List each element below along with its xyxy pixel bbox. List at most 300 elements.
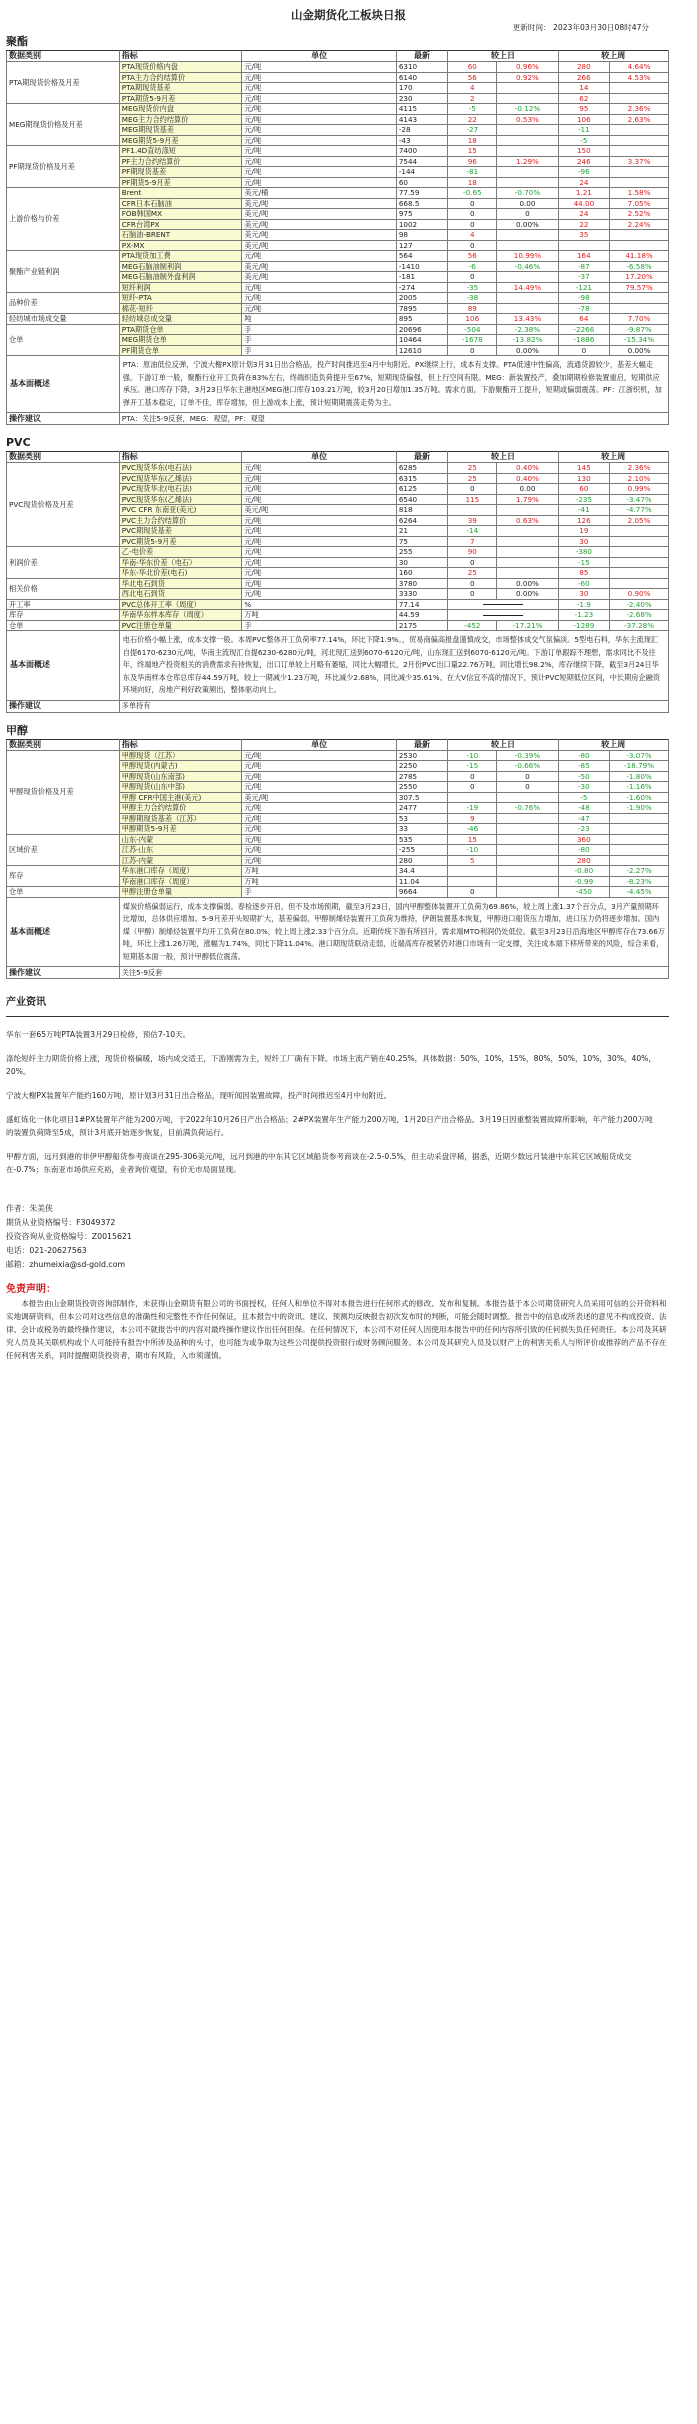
latest-cell: 77.14 xyxy=(396,599,447,610)
week-pct-cell xyxy=(610,568,669,579)
week-pct-cell: 1.58% xyxy=(610,188,669,199)
industry-news-item: 宁波大榭PX装置年产能约160万吨，原计划3月31日出合格品，现听闻因装置故障，投产时间推迟至4月中旬附近。 xyxy=(6,1091,392,1100)
summary-label: 基本面概述 xyxy=(7,897,120,967)
week-pct-cell xyxy=(610,167,669,178)
latest-cell: 44.59 xyxy=(396,610,447,621)
day-change-cell: 25 xyxy=(448,473,497,484)
week-pct-cell xyxy=(610,845,669,856)
day-change-cell xyxy=(448,866,497,877)
unit-cell: 元/吨 xyxy=(242,83,396,94)
week-pct-cell: 0.00% xyxy=(610,345,669,356)
summary-row xyxy=(7,897,669,967)
category-cell: 仓单 xyxy=(7,324,120,356)
category-cell: 开工率 xyxy=(7,599,120,610)
week-change-cell: -48 xyxy=(558,803,609,814)
week-pct-cell xyxy=(610,293,669,304)
latest-cell: 895 xyxy=(396,314,447,325)
week-change-cell: -1.23 xyxy=(558,610,609,621)
week-pct-cell: -1.80% xyxy=(610,771,669,782)
day-pct-cell xyxy=(497,505,558,516)
unit-cell: 元/吨 xyxy=(242,824,396,835)
unit-cell: 美元/吨 xyxy=(242,219,396,230)
day-change-cell: 56 xyxy=(448,251,497,262)
day-pct-cell: 14.49% xyxy=(497,282,558,293)
operation-text: 关注5-9反套 xyxy=(119,967,668,979)
unit-cell: 元/吨 xyxy=(242,526,396,537)
day-pct-cell xyxy=(497,536,558,547)
day-pct-cell: 1.29% xyxy=(497,156,558,167)
week-pct-cell: 4.64% xyxy=(610,62,669,73)
week-change-cell: 106 xyxy=(558,114,609,125)
day-pct-cell xyxy=(497,230,558,241)
latest-cell: 4143 xyxy=(396,114,447,125)
unit-cell: 元/吨 xyxy=(242,484,396,495)
indicator-cell: 短纤利润 xyxy=(119,282,242,293)
week-change-cell: 145 xyxy=(558,463,609,474)
table-row xyxy=(7,62,669,73)
unit-cell: 元/吨 xyxy=(242,589,396,600)
week-pct-cell xyxy=(610,547,669,558)
day-pct-cell: 13.43% xyxy=(497,314,558,325)
week-pct-cell: 4.53% xyxy=(610,72,669,83)
unit-cell: 元/吨 xyxy=(242,578,396,589)
day-change-cell: 15 xyxy=(448,146,497,157)
unit-cell: 元/吨 xyxy=(242,72,396,83)
week-change-cell: -5 xyxy=(558,135,609,146)
indicator-cell: PVC现货华东(乙烯法) xyxy=(119,494,242,505)
day-change-cell: -452 xyxy=(448,620,497,631)
unit-cell: 元/吨 xyxy=(242,761,396,772)
week-change-cell: -37 xyxy=(558,272,609,283)
indicator-cell: 石脑油-BRENT xyxy=(119,230,242,241)
day-pct-cell xyxy=(497,167,558,178)
day-change-cell: -15 xyxy=(448,761,497,772)
week-pct-cell: -2.40% xyxy=(610,599,669,610)
week-change-cell: -87 xyxy=(558,261,609,272)
latest-cell: 2175 xyxy=(396,620,447,631)
week-change-cell: 246 xyxy=(558,156,609,167)
day-change-cell: -10 xyxy=(448,845,497,856)
day-change-cell: -27 xyxy=(448,125,497,136)
week-change-cell xyxy=(558,240,609,251)
latest-cell: 6315 xyxy=(396,473,447,484)
indicator-cell: PVC现货华东(电石法) xyxy=(119,463,242,474)
day-pct-cell: -2.38% xyxy=(497,324,558,335)
latest-cell: 6285 xyxy=(396,463,447,474)
day-pct-cell: -17.21% xyxy=(497,620,558,631)
week-change-cell: -0.99 xyxy=(558,876,609,887)
header-prev: 较上日 xyxy=(448,739,558,750)
day-change-cell xyxy=(448,792,497,803)
operation-row xyxy=(7,413,669,425)
week-pct-cell: -1.16% xyxy=(610,782,669,793)
author-phone: 电话：021-20627563 xyxy=(6,1246,87,1255)
day-change-cell: 0 xyxy=(448,578,497,589)
indicator-cell: PX-MX xyxy=(119,240,242,251)
industry-news xyxy=(6,1028,691,1176)
latest-cell: 2250 xyxy=(396,761,447,772)
table-row xyxy=(7,599,669,610)
day-pct-cell: 10.99% xyxy=(497,251,558,262)
header-indicator: 指标 xyxy=(119,51,242,62)
day-change-cell: 89 xyxy=(448,303,497,314)
day-change-cell: 0 xyxy=(448,771,497,782)
day-pct-cell xyxy=(497,876,558,887)
summary-row xyxy=(7,631,669,701)
unit-cell: 元/吨 xyxy=(242,177,396,188)
unit-cell: 元/吨 xyxy=(242,167,396,178)
category-cell: 聚酯产业链利润 xyxy=(7,251,120,293)
unit-cell: 美元/吨 xyxy=(242,261,396,272)
unit-cell: 元/吨 xyxy=(242,251,396,262)
week-change-cell: -96 xyxy=(558,167,609,178)
header-unit: 单位 xyxy=(242,739,396,750)
indicator-cell: 棉花-短纤 xyxy=(119,303,242,314)
indicator-cell: MEG现货价内盘 xyxy=(119,104,242,115)
latest-cell: 975 xyxy=(396,209,447,220)
week-change-cell: 64 xyxy=(558,314,609,325)
week-change-cell: -1289 xyxy=(558,620,609,631)
table-row xyxy=(7,463,669,474)
header-category: 数据类别 xyxy=(7,51,120,62)
unit-cell: 元/吨 xyxy=(242,782,396,793)
day-change-cell: -0.65 xyxy=(448,188,497,199)
indicator-cell: 甲醇 CFR中国主港(美元) xyxy=(119,792,242,803)
indicator-cell: 甲醇期货5-9月差 xyxy=(119,824,242,835)
header-indicator: 指标 xyxy=(119,739,242,750)
day-change-cell: 18 xyxy=(448,135,497,146)
table-row xyxy=(7,104,669,115)
day-change-cell: -6 xyxy=(448,261,497,272)
unit-cell: 元/吨 xyxy=(242,125,396,136)
table-row xyxy=(7,887,669,898)
latest-cell: 564 xyxy=(396,251,447,262)
week-pct-cell: -37.28% xyxy=(610,620,669,631)
data-table xyxy=(6,739,669,980)
latest-cell: 4115 xyxy=(396,104,447,115)
week-change-cell: 164 xyxy=(558,251,609,262)
no-data-dash xyxy=(483,604,523,605)
summary-label: 基本面概述 xyxy=(7,356,120,413)
category-cell: PF期现货价格及月差 xyxy=(7,146,120,188)
indicator-cell: 甲醇现货(山东南部) xyxy=(119,771,242,782)
latest-cell: 6264 xyxy=(396,515,447,526)
header-unit: 单位 xyxy=(242,452,396,463)
indicator-cell: 轻纺城总成交量 xyxy=(119,314,242,325)
week-change-cell: 22 xyxy=(558,219,609,230)
day-change-cell xyxy=(448,599,558,610)
no-data-dash xyxy=(483,615,523,616)
week-change-cell: 0 xyxy=(558,345,609,356)
day-pct-cell xyxy=(497,568,558,579)
indicator-cell: 甲醇主力合约结算价 xyxy=(119,803,242,814)
unit-cell: 手 xyxy=(242,335,396,346)
unit-cell: 元/吨 xyxy=(242,156,396,167)
unit-cell: 元/吨 xyxy=(242,813,396,824)
latest-cell: -1410 xyxy=(396,261,447,272)
table-row xyxy=(7,578,669,589)
day-change-cell: 4 xyxy=(448,83,497,94)
indicator-cell: MEG期货仓单 xyxy=(119,335,242,346)
week-pct-cell: -2.68% xyxy=(610,610,669,621)
category-cell: 利润价差 xyxy=(7,547,120,579)
week-change-cell: -60 xyxy=(558,578,609,589)
unit-cell: 元/吨 xyxy=(242,536,396,547)
unit-cell: 元/吨 xyxy=(242,494,396,505)
unit-cell: 美元/桶 xyxy=(242,188,396,199)
day-change-cell: 7 xyxy=(448,536,497,547)
week-change-cell: -98 xyxy=(558,293,609,304)
latest-cell: 77.59 xyxy=(396,188,447,199)
latest-cell: 255 xyxy=(396,547,447,558)
latest-cell: -274 xyxy=(396,282,447,293)
operation-row xyxy=(7,700,669,712)
unit-cell: 元/吨 xyxy=(242,104,396,115)
header-category: 数据类别 xyxy=(7,452,120,463)
day-change-cell: 106 xyxy=(448,314,497,325)
week-change-cell: 19 xyxy=(558,526,609,537)
latest-cell: 6310 xyxy=(396,62,447,73)
table-row xyxy=(7,610,669,621)
author-advisor-license: 投资咨询从业资格编号：Z0015621 xyxy=(6,1232,132,1241)
day-change-cell: -81 xyxy=(448,167,497,178)
table-row xyxy=(7,750,669,761)
week-pct-cell xyxy=(610,855,669,866)
table-row xyxy=(7,547,669,558)
day-change-cell: 96 xyxy=(448,156,497,167)
latest-cell: 98 xyxy=(396,230,447,241)
industry-news-item: 盛虹炼化一体化项目1#PX装置年产能为200万吨，于2022年10月26日产出合格品；2#PX装置年生产能力200万吨，1月20日产出合格品。3月19日因重整装置故障所影响，年产能力200万吨的装置负荷降至5成，预计3月底开始逐步恢复，目前满负荷运行。 xyxy=(6,1115,653,1137)
unit-cell: 元/吨 xyxy=(242,282,396,293)
update-time: 更新时间： 2023年03月30日08时47分 xyxy=(512,23,649,32)
latest-cell: -43 xyxy=(396,135,447,146)
week-pct-cell xyxy=(610,146,669,157)
day-change-cell: -14 xyxy=(448,526,497,537)
author-info xyxy=(6,1202,691,1272)
sections-container xyxy=(6,34,691,979)
week-pct-cell: -9.87% xyxy=(610,324,669,335)
latest-cell: 9664 xyxy=(396,887,447,898)
day-pct-cell: -0.66% xyxy=(497,761,558,772)
section-title: 聚酯 xyxy=(6,35,28,48)
unit-cell: 元/吨 xyxy=(242,473,396,484)
week-pct-cell: -3.47% xyxy=(610,494,669,505)
indicator-cell: 华南-华东价差（电石） xyxy=(119,557,242,568)
indicator-cell: 甲醇现货（江苏） xyxy=(119,750,242,761)
industry-news-title: 产业资讯 xyxy=(6,979,669,1017)
latest-cell: 170 xyxy=(396,83,447,94)
unit-cell: 美元/吨 xyxy=(242,272,396,283)
category-cell: 轻纺城市场成交量 xyxy=(7,314,120,325)
indicator-cell: 甲醇现货(内蒙古) xyxy=(119,761,242,772)
day-change-cell: 9 xyxy=(448,813,497,824)
unit-cell: 美元/吨 xyxy=(242,209,396,220)
day-pct-cell xyxy=(497,177,558,188)
header-latest: 最新 xyxy=(396,739,447,750)
data-table xyxy=(6,50,669,425)
latest-cell: 20696 xyxy=(396,324,447,335)
section-title: 甲醇 xyxy=(6,723,28,737)
day-pct-cell: 0.63% xyxy=(497,515,558,526)
category-cell: 相关价格 xyxy=(7,578,120,599)
day-pct-cell: 0 xyxy=(497,209,558,220)
operation-label: 操作建议 xyxy=(7,700,120,712)
indicator-cell: PTA现货加工费 xyxy=(119,251,242,262)
day-change-cell: 60 xyxy=(448,62,497,73)
indicator-cell: PVC主力合约结算价 xyxy=(119,515,242,526)
week-change-cell: 266 xyxy=(558,72,609,83)
table-row xyxy=(7,324,669,335)
week-change-cell: -450 xyxy=(558,887,609,898)
latest-cell: 2005 xyxy=(396,293,447,304)
day-pct-cell: -0.46% xyxy=(497,261,558,272)
week-change-cell: 280 xyxy=(558,62,609,73)
week-change-cell: 85 xyxy=(558,568,609,579)
header-prev: 较上日 xyxy=(448,452,558,463)
week-pct-cell: 2.10% xyxy=(610,473,669,484)
week-change-cell: -121 xyxy=(558,282,609,293)
indicator-cell: Brent xyxy=(119,188,242,199)
day-pct-cell xyxy=(497,792,558,803)
day-pct-cell xyxy=(497,303,558,314)
day-change-cell: 15 xyxy=(448,834,497,845)
day-change-cell: 4 xyxy=(448,230,497,241)
day-pct-cell xyxy=(497,866,558,877)
day-pct-cell: -13.82% xyxy=(497,335,558,346)
table-row xyxy=(7,251,669,262)
category-cell: MEG期现货价格及月差 xyxy=(7,104,120,146)
category-cell: 库存 xyxy=(7,610,120,621)
week-change-cell: -0.80 xyxy=(558,866,609,877)
day-change-cell: 25 xyxy=(448,568,497,579)
latest-cell: 6540 xyxy=(396,494,447,505)
indicator-cell: 甲醇注册仓单量 xyxy=(119,887,242,898)
unit-cell: 手 xyxy=(242,324,396,335)
unit-cell: 元/吨 xyxy=(242,855,396,866)
latest-cell: 12610 xyxy=(396,345,447,356)
category-cell: 甲醇现货价格及月差 xyxy=(7,750,120,834)
week-pct-cell: 2.05% xyxy=(610,515,669,526)
unit-cell: % xyxy=(242,599,396,610)
week-pct-cell: 2.63% xyxy=(610,114,669,125)
table-header-row xyxy=(7,452,669,463)
week-pct-cell xyxy=(610,578,669,589)
day-change-cell: 0 xyxy=(448,219,497,230)
latest-cell: 1002 xyxy=(396,219,447,230)
latest-cell: 230 xyxy=(396,93,447,104)
week-pct-cell: -4.45% xyxy=(610,887,669,898)
day-pct-cell xyxy=(497,293,558,304)
category-cell: 品种价差 xyxy=(7,293,120,314)
unit-cell: 手 xyxy=(242,620,396,631)
indicator-cell: PVC注册仓单量 xyxy=(119,620,242,631)
week-pct-cell xyxy=(610,240,669,251)
day-change-cell: -46 xyxy=(448,824,497,835)
latest-cell: 3780 xyxy=(396,578,447,589)
indicator-cell: MEG石脑油制外盘利润 xyxy=(119,272,242,283)
week-pct-cell xyxy=(610,177,669,188)
summary-text: 电石价格小幅上涨，成本支撑一般。本周PVC整体开工负荷率77.14%，环比下降1.9%。，贸易商偏高报盘谨慎成交，市场整体成交气氛偏淡。5型电石料，华东主流现汇自提6170-6230元/吨，华南主流现汇自提6230-6280元/吨，河北现汇送到6070-6120元/吨，山东现汇送到6070-6120元/吨。下游订单跟踪不理想，需求同比不及往年，终端地产投资相关的消费需求有待恢复，出口订单较上月略有萎缩，同比大幅增长，2月份PVC出口量22.76万吨，同比增长98.2%，库存继续下降，截至3月24日华东及华南样本仓库总库存44.59万吨，较上一期减少1.23万吨，环比减少2.68%，同比减少35.61%。在大V信宜不高的情况下，预计PVC短期低位区间，中长期房企融资环境向好，房地产利好政策频出，整体驱动向上。 xyxy=(119,631,668,701)
week-pct-cell xyxy=(610,93,669,104)
industry-news-item: 甲醇方面，远月到港的非伊甲醇船货参考商谈在295-306美元/吨，远月到港的中东其它区域船货参考商谈在-2.5-0.5%，但主动采盘评稀，据悉，近期少数远月装港中东其它区域船货成交在-0.7%；东南亚市场供应充裕，业者询价观望，有价无市局面显现。 xyxy=(6,1152,632,1174)
week-pct-cell: 3.37% xyxy=(610,156,669,167)
week-pct-cell xyxy=(610,526,669,537)
indicator-cell: 华南华东样本库存（周度） xyxy=(119,610,242,621)
indicator-cell: PTA期货5-9月差 xyxy=(119,93,242,104)
day-pct-cell: 0.40% xyxy=(497,463,558,474)
table-header-row xyxy=(7,51,669,62)
week-change-cell: -11 xyxy=(558,125,609,136)
latest-cell: -28 xyxy=(396,125,447,136)
week-change-cell: -41 xyxy=(558,505,609,516)
unit-cell: 元/吨 xyxy=(242,463,396,474)
author-license: 期货从业资格编号：F3049372 xyxy=(6,1218,116,1227)
unit-cell: 元/吨 xyxy=(242,771,396,782)
day-pct-cell: 0.40% xyxy=(497,473,558,484)
week-change-cell: 360 xyxy=(558,834,609,845)
unit-cell: 手 xyxy=(242,345,396,356)
author-email[interactable]: 邮箱：zhumeixia@sd-gold.com xyxy=(6,1260,126,1269)
day-pct-cell xyxy=(497,824,558,835)
week-change-cell: 130 xyxy=(558,473,609,484)
latest-cell: -181 xyxy=(396,272,447,283)
week-pct-cell: -1.60% xyxy=(610,792,669,803)
day-change-cell: 39 xyxy=(448,515,497,526)
day-change-cell: -10 xyxy=(448,750,497,761)
indicator-cell: 华东-华北价差(电石) xyxy=(119,568,242,579)
day-pct-cell: 0.00 xyxy=(497,484,558,495)
day-change-cell: -19 xyxy=(448,803,497,814)
week-pct-cell: 2.36% xyxy=(610,104,669,115)
latest-cell: 535 xyxy=(396,834,447,845)
indicator-cell: 华北电石到货 xyxy=(119,578,242,589)
day-pct-cell xyxy=(497,887,558,898)
latest-cell: -255 xyxy=(396,845,447,856)
day-pct-cell: -0.12% xyxy=(497,104,558,115)
week-pct-cell: -8.23% xyxy=(610,876,669,887)
indicator-cell: 华南港口库存（周度） xyxy=(119,876,242,887)
indicator-cell: 甲醇期现货基差（江苏） xyxy=(119,813,242,824)
week-change-cell: 62 xyxy=(558,93,609,104)
week-change-cell: -85 xyxy=(558,761,609,772)
category-cell: 库存 xyxy=(7,866,120,887)
header-week: 较上周 xyxy=(558,452,668,463)
day-change-cell: 22 xyxy=(448,114,497,125)
unit-cell: 万吨 xyxy=(242,610,396,621)
latest-cell: 280 xyxy=(396,855,447,866)
summary-row xyxy=(7,356,669,413)
header-indicator: 指标 xyxy=(119,452,242,463)
day-pct-cell: 0 xyxy=(497,782,558,793)
week-pct-cell: -2.27% xyxy=(610,866,669,877)
indicator-cell: 山东-内蒙 xyxy=(119,834,242,845)
unit-cell: 元/吨 xyxy=(242,303,396,314)
day-change-cell xyxy=(448,505,497,516)
indicator-cell: 西北电石到货 xyxy=(119,589,242,600)
week-change-cell: 14 xyxy=(558,83,609,94)
indicator-cell: PF主力合约结算价 xyxy=(119,156,242,167)
disclaimer-title: 免责声明： xyxy=(6,1284,56,1295)
week-change-cell: 150 xyxy=(558,146,609,157)
day-change-cell: 0 xyxy=(448,782,497,793)
unit-cell: 元/吨 xyxy=(242,515,396,526)
latest-cell: 53 xyxy=(396,813,447,824)
week-change-cell: -5 xyxy=(558,792,609,803)
week-pct-cell: 2.24% xyxy=(610,219,669,230)
day-change-cell: -5 xyxy=(448,104,497,115)
latest-cell: -144 xyxy=(396,167,447,178)
indicator-cell: PVC现货华北(电石法) xyxy=(119,484,242,495)
